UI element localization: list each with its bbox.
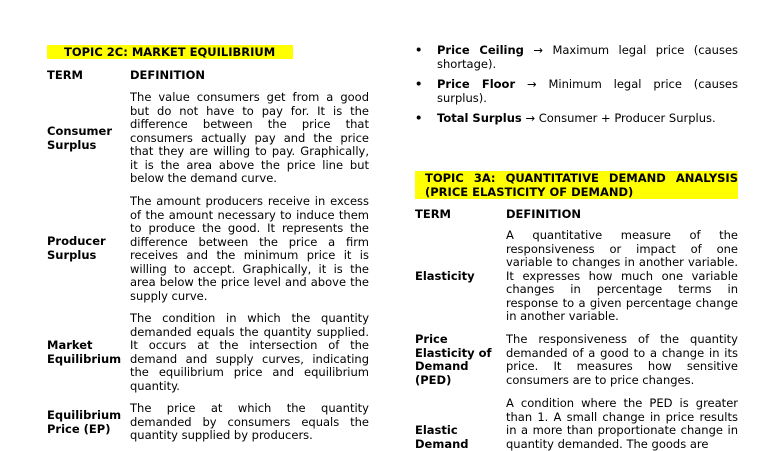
price-controls-list [415,43,739,133]
term-elastic-demand: Elastic Demand [415,423,469,451]
list-item [415,43,739,71]
term-producer-surplus: Producer Surplus [47,234,106,262]
left-definition-header: DEFINITION [130,68,205,82]
definition-elasticity: A quantitative measure of the responsiveness or impact of one variable to changes in another variable. It expresses how much one variable changes in percentage terms in response to a given percentage change in another variable. [506,228,738,323]
definition-consumer-surplus: The value consumers get from a good but do not have to pay for. It is the difference between the price that consumers actually pay and the price that they are willing to pay. Graphically, it is the area above the price line but below the demand curve. [130,90,369,185]
topic-3a-heading [415,171,738,199]
bullet-text: Minimum legal price (causes surplus). [437,77,738,105]
left-term-header: TERM [47,68,83,82]
bullet-term: Price Ceiling [437,43,524,57]
topic-3a-heading-text: TOPIC 3A: QUANTITATIVE DEMAND ANALYSIS (PRICE ELASTICITY OF DEMAND) [425,171,738,199]
definition-price-elasticity-of-demand: The responsiveness of the quantity demanded of a good to a change in its price. It measures how sensitive consumers are to price changes. [506,332,738,387]
bullet-text: Consumer + Producer Surplus. [538,111,716,125]
topic-2c-heading-text: TOPIC 2C: MARKET EQUILIBRIUM [64,45,276,59]
arrow-icon: → [527,77,537,91]
bullet-text: Maximum legal price (causes shortage). [437,43,739,71]
definition-producer-surplus: The amount producers receive in excess of the amount necessary to induce them to produce the good. It represents the difference between the price a firm receives and the minimum price it is willing to accept. Graphically, it is the area below the price level and above the supply curve. [130,194,369,303]
bullet-term: Total Surplus [437,111,522,125]
list-item [415,77,738,105]
arrow-icon: → [525,111,536,125]
term-market-equilibrium: Market Equilibrium [47,338,122,366]
definition-equilibrium-price: The price at which the quantity demanded by consumers equals the quantity supplied by producers. [130,401,369,442]
bullet-icon: • [415,43,423,57]
term-consumer-surplus: Consumer Surplus [47,124,113,152]
right-term-header: TERM [415,207,451,221]
term-equilibrium-price: Equilibrium Price (EP) [47,408,122,436]
arrow-icon: → [533,43,543,57]
term-elasticity: Elasticity [415,269,475,283]
bullet-icon: • [415,77,423,91]
definition-market-equilibrium: The condition in which the quantity demanded equals the quantity supplied. It occurs at the intersection of the demand and supply curves, indicating the equilibrium price and equilibrium quantity. [130,311,369,393]
list-item [415,111,738,126]
right-definition-header: DEFINITION [506,207,581,221]
bullet-icon: • [415,111,423,125]
definition-elastic-demand: A condition where the PED is greater than 1. A small change in price results in a more than proportionate change in quantity demanded. The goods are [506,396,738,451]
topic-2c-heading [47,45,293,59]
bullet-term: Price Floor [437,77,516,91]
term-price-elasticity-of-demand: Price Elasticity of Demand (PED) [415,332,492,387]
